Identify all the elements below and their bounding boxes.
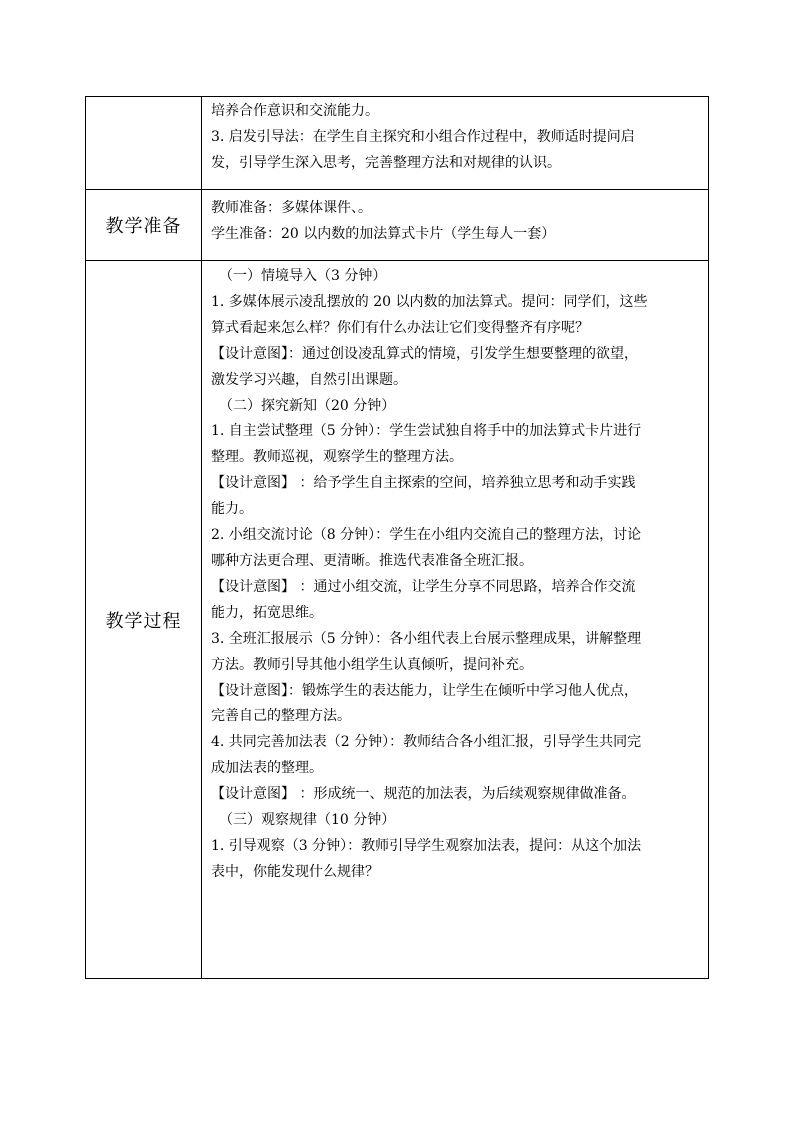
row-content [202, 261, 709, 979]
content-line: 能力，拓宽思维。 [211, 604, 323, 621]
table-row [86, 190, 709, 261]
row-content [202, 190, 709, 261]
content-line: 表中，你能发现什么规律？ [211, 863, 379, 880]
row-label: 教学准备 [86, 190, 202, 261]
row-label: 教学过程 [86, 261, 202, 979]
content-line: 哪种方法更合理、更清晰。推选代表准备全班汇报。 [211, 552, 533, 569]
content-line: 2. 小组交流讨论（8 分钟）：学生在小组内交流自己的整理方法，讨论 [211, 527, 642, 544]
content-line: 完善自己的整理方法。 [211, 708, 351, 725]
content-line: 激发学习兴趣，自然引出课题。 [211, 371, 407, 388]
content-line: 【设计意图】 ：给予学生自主探索的空间，培养独立思考和动手实践 [211, 475, 636, 492]
content-line: （二）探究新知（20 分钟） [219, 397, 396, 414]
content-line: 【设计意图】：锻炼学生的表达能力，让学生在倾听中学习他人优点， [211, 682, 638, 699]
content-line: 算式看起来怎么样？你们有什么办法让它们变得整齐有序呢？ [211, 319, 589, 336]
content-line: 教师准备：多媒体课件、。 [211, 200, 372, 216]
content-line: 培养合作意识和交流能力。 [211, 103, 379, 119]
table-row [86, 261, 709, 979]
table-row [86, 97, 709, 190]
content-line: 【设计意图】 ：通过小组交流，让学生分享不同思路，培养合作交流 [211, 578, 636, 595]
lesson-plan-table [85, 96, 709, 979]
content-line: 4. 共同完善加法表（2 分钟）：教师结合各小组汇报，引导学生共同完 [211, 734, 642, 751]
content-line: 学生准备：20 以内数的加法算式卡片（学生每人一套） [211, 225, 556, 242]
content-line: 【设计意图】 ：形成统一、规范的加法表，为后续观察规律做准备。 [211, 786, 636, 803]
content-line: 方法。教师引导其他小组学生认真倾听，提问补充。 [211, 656, 533, 673]
content-line: 3. 全班汇报展示（5 分钟）：各小组代表上台展示整理成果，讲解整理 [211, 630, 642, 647]
content-line: 1. 引导观察（3 分钟）：教师引导学生观察加法表，提问：从这个加法 [211, 837, 642, 854]
content-line: 1. 自主尝试整理（5 分钟）：学生尝试独自将手中的加法算式卡片进行 [211, 423, 642, 440]
content-line: （一）情境导入（3 分钟） [219, 268, 387, 284]
content-line: 3. 启发引导法：在学生自主探究和小组合作过程中，教师适时提问启 [211, 128, 635, 145]
lesson-plan-body [86, 97, 709, 979]
content-line: 1. 多媒体展示凌乱摆放的 20 以内数的加法算式。提问：同学们，这些 [211, 293, 648, 310]
content-line: 【设计意图】：通过创设凌乱算式的情境，引发学生想要整理的欲望， [211, 345, 638, 362]
content-line: 整理。教师巡视，观察学生的整理方法。 [211, 449, 463, 466]
row-content [202, 97, 709, 190]
content-line: 能力。 [211, 501, 253, 518]
content-line: 成加法表的整理。 [211, 760, 323, 777]
content-line: 发，引导学生深入思考，完善整理方法和对规律的认识。 [211, 154, 561, 171]
content-line: （三）观察规律（10 分钟） [219, 812, 396, 829]
row-label [86, 97, 202, 190]
